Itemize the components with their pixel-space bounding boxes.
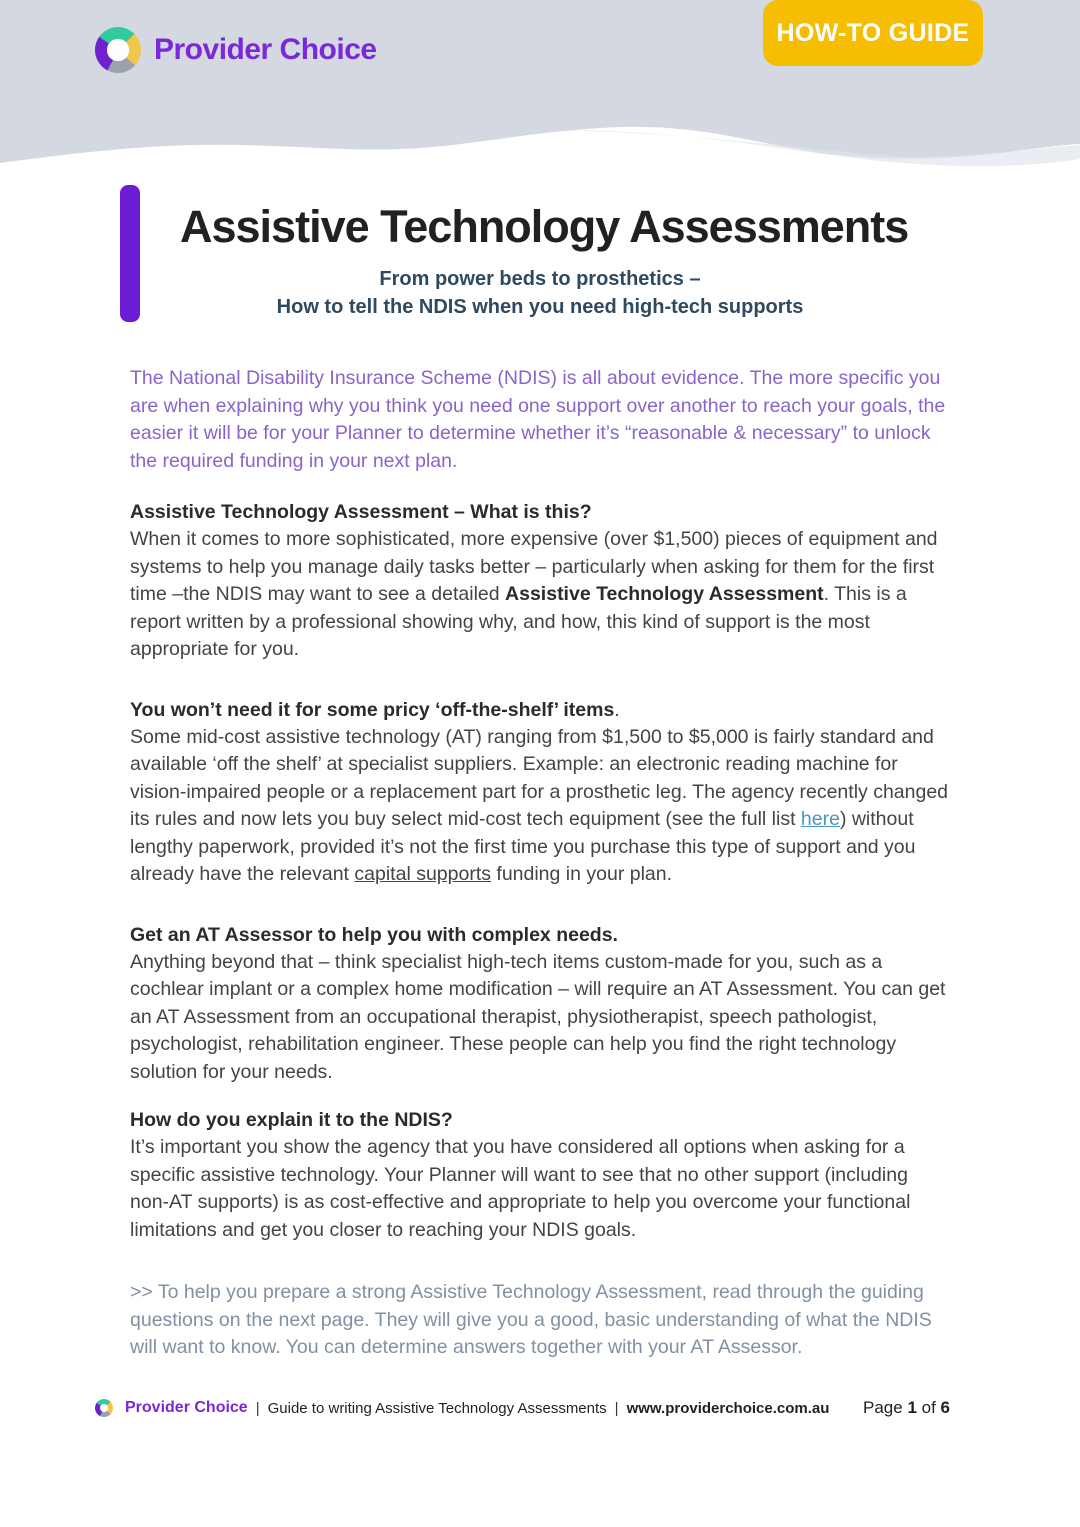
heading-bold-segment: You won’t need it for some pricy ‘off-the-shelf’ items	[130, 698, 615, 721]
body-segment: ) without lengthy paperwork, provided it’s not the first time you purchase this type of support and you already have the relevant	[130, 808, 916, 885]
brand-lockup	[95, 27, 377, 73]
page-title: Assistive Technology Assessments	[180, 201, 909, 252]
footer-separator: |	[614, 1399, 619, 1417]
provider-choice-logo-icon	[95, 27, 141, 73]
of-word: of	[916, 1398, 941, 1417]
section-body-explain-ndis: It’s important you show the agency that you have considered all options when asking for a specific assistive technology. Your Planner will want to see that no other support (including non-AT supports) is as cost-effective and appropriate to help you overcome your functional limitations and get you closer to reaching your NDIS goals.	[130, 1136, 911, 1241]
body-segment: Some mid-cost assistive technology (AT) ranging from $1,500 to $5,000 is fairly standard and available ‘off the shelf’ at specialist suppliers. Example: an electronic reading machine for vision-impaired people or a replacement part for a prosthetic leg. The agency recently changed its rules and now lets you buy select mid-cost tech equipment (see the full list	[130, 725, 949, 830]
how-to-guide-badge	[763, 0, 983, 66]
page-number: 1	[907, 1398, 917, 1417]
section-heading-explain-ndis: How do you explain it to the NDIS?	[130, 1109, 453, 1131]
subtitle-line-2: How to tell the NDIS when you need high-tech supports	[276, 296, 804, 318]
capital-supports-link[interactable]: capital supports	[354, 863, 491, 885]
body-segment: funding in your plan.	[490, 863, 673, 885]
here-link[interactable]: here	[800, 808, 840, 830]
provider-choice-logo-icon	[95, 1399, 113, 1417]
subtitle-line-1: From power beds to prosthetics –	[379, 268, 701, 290]
closing-paragraph: >> To help you prepare a strong Assistive Technology Assessment, read through the guiding questions on the next page. They will give you a good, basic understanding of what the NDIS will want to know. You can determine answers together with your AT Assessor.	[130, 1281, 932, 1358]
brand-name: Provider Choice	[154, 33, 377, 66]
document-body	[0, 365, 1080, 1362]
section-body-what-is-this	[130, 526, 950, 664]
badge-label: HOW-TO GUIDE	[776, 18, 970, 47]
body-segment: When it comes to more sophisticated, more expensive (over $1,500) pieces of equipment and systems to help you manage daily tasks better – particularly when asking for them for the first time –the NDIS may want to see a detailed	[130, 528, 938, 605]
bold-phrase-at-assessment: Assistive Technology Assessment	[505, 583, 824, 605]
footer-separator: |	[255, 1399, 260, 1417]
title-accent-bar	[120, 185, 140, 322]
intro-paragraph: The National Disability Insurance Scheme (NDIS) is all about evidence. The more specific you are when explaining why you think you need one support over another to reach your goals, the easier it will be for your Planner to determine whether it’s “reasonable & necessary” to unlock the required funding in your next plan.	[130, 367, 946, 472]
section-body-at-assessor: Anything beyond that – think specialist high-tech items custom-made for you, such as a cochlear implant or a complex home modification – will require an AT Assessment. You can get an AT Assessment from an occupational therapist, physiotherapist, speech pathologist, psychologist, rehabilitation engineer. These people can help you find the right technology solution for your needs.	[130, 950, 946, 1083]
section-heading-at-assessor: Get an AT Assessor to help you with complex needs.	[130, 923, 618, 946]
section-heading-off-the-shelf	[130, 697, 950, 724]
page-indicator	[863, 1398, 950, 1418]
footer-brand-name: Provider Choice	[125, 1399, 248, 1416]
footer-doc-title: Guide to writing Assistive Technology Assessments	[267, 1399, 607, 1417]
footer-left	[95, 1399, 829, 1417]
body-segment: . This is a report written by a professional showing why, and how, this kind of support is the most appropriate for you.	[130, 583, 907, 660]
page-total: 6	[940, 1398, 950, 1417]
section-heading-what-is-this: Assistive Technology Assessment – What is this?	[130, 501, 592, 523]
page-word: Page	[863, 1398, 908, 1417]
page-header	[0, 0, 1080, 185]
page-subtitle	[0, 265, 1080, 321]
page-footer	[0, 1398, 1080, 1418]
footer-url-link[interactable]: www.providerchoice.com.au	[626, 1399, 830, 1417]
title-section	[0, 185, 1080, 321]
heading-tail-segment: .	[614, 698, 620, 721]
section-body-off-the-shelf	[130, 724, 950, 889]
